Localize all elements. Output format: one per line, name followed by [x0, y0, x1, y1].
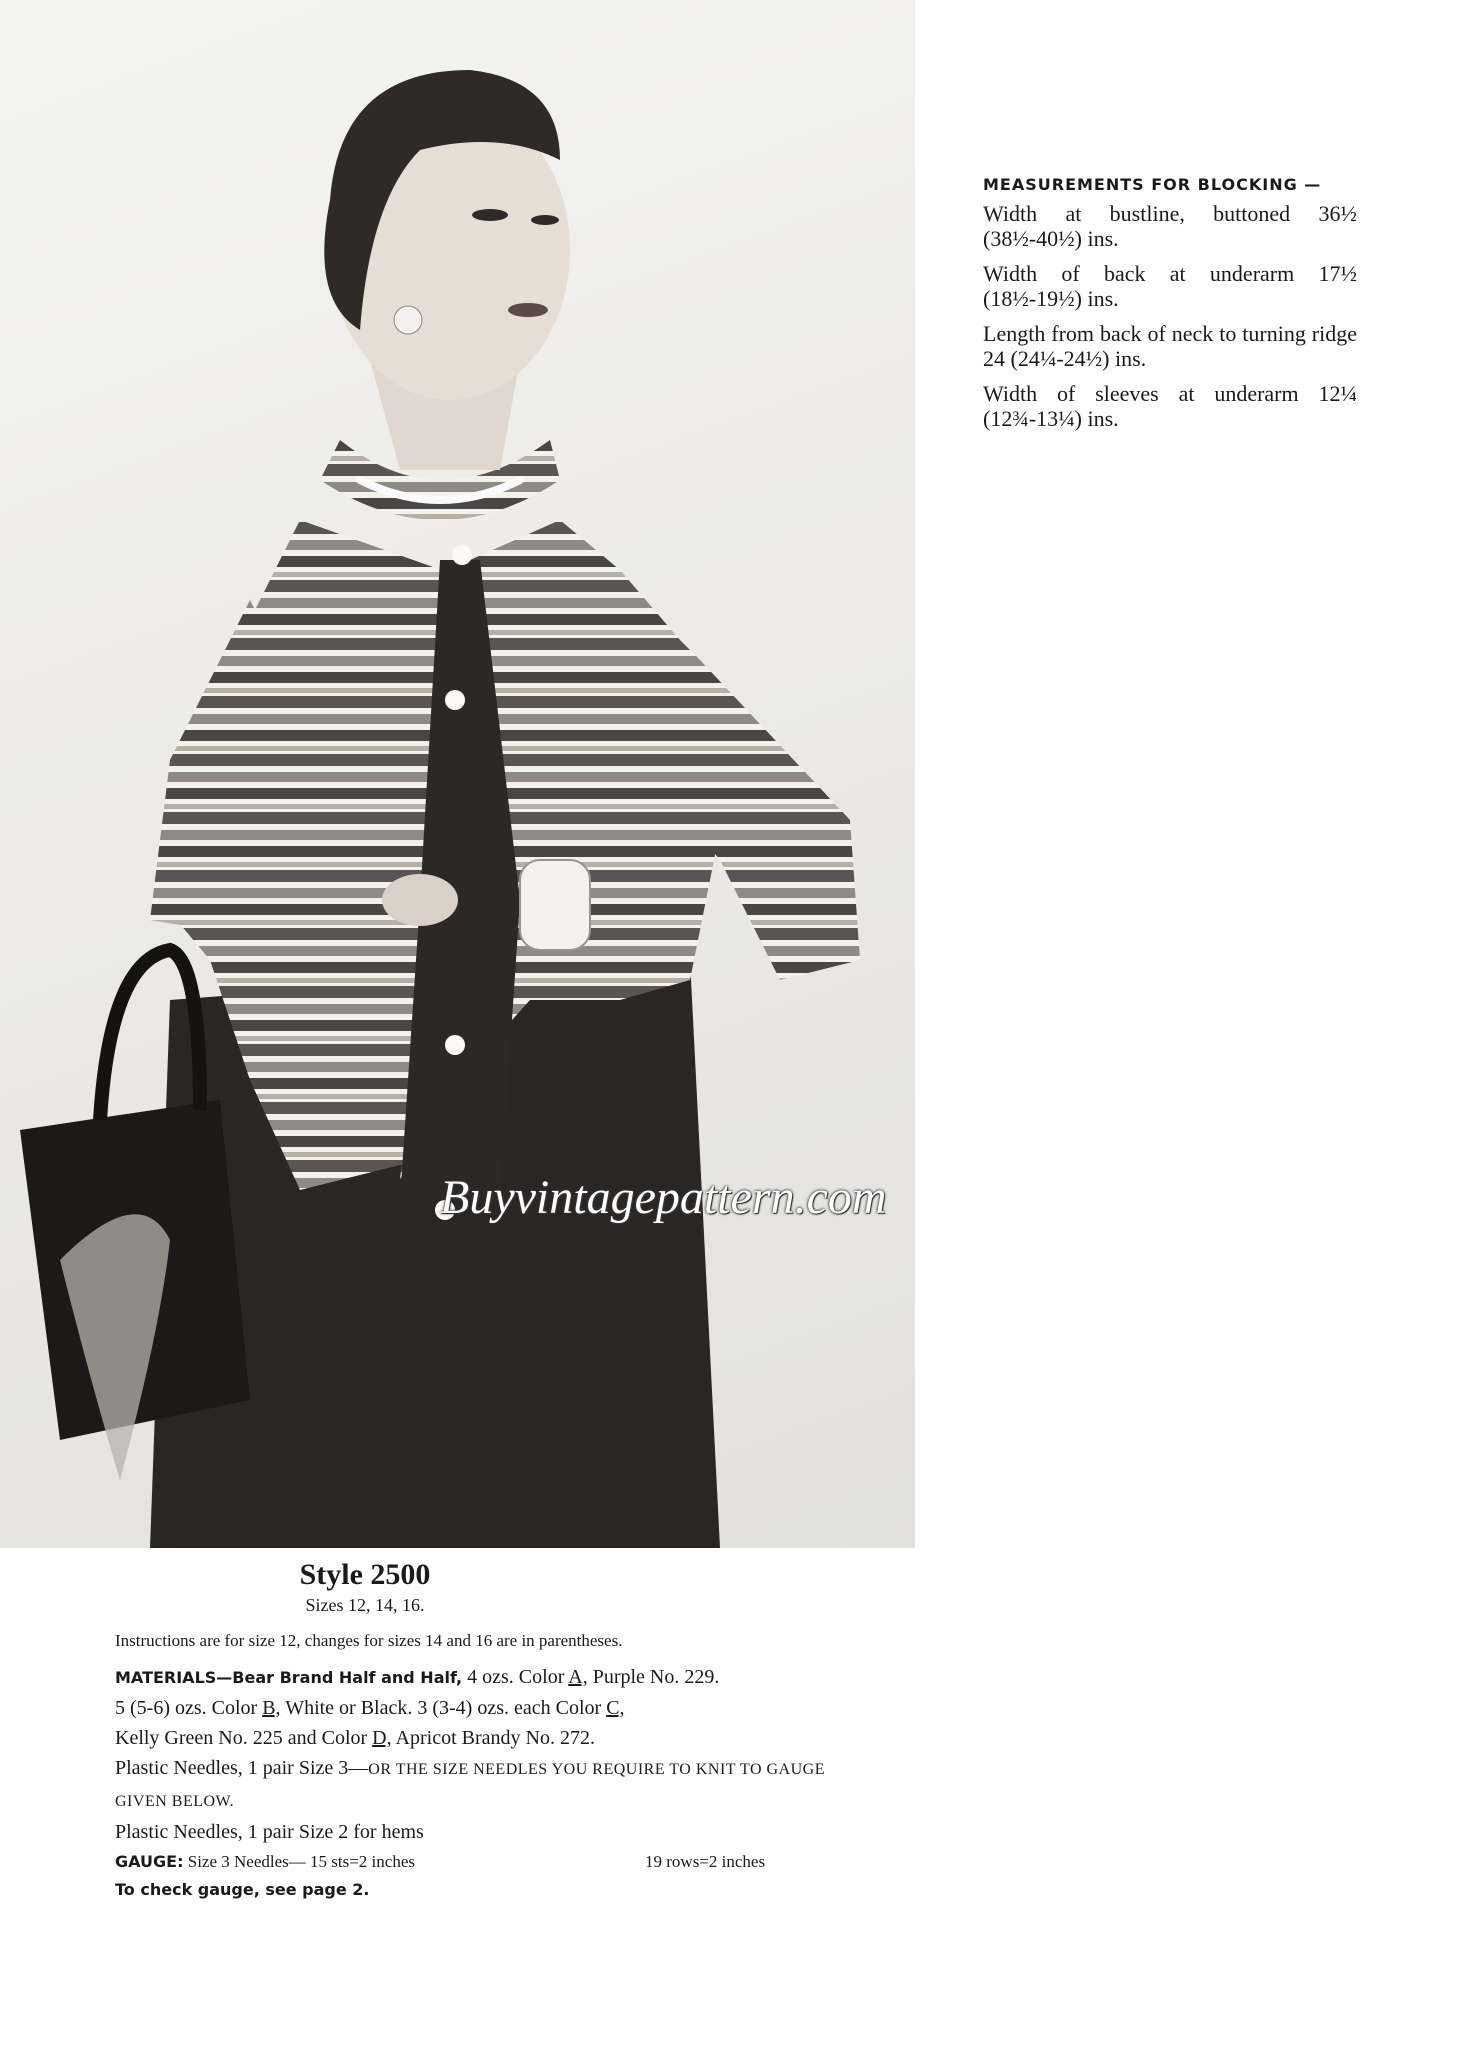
sizes-line: Sizes 12, 14, 16. — [305, 1595, 425, 1615]
materials-text: 5 (5-6) ozs. Color — [115, 1697, 258, 1719]
measurement-item: Width of sleeves at underarm 12¼ (12¾-13¼) ins. — [983, 381, 1357, 431]
materials-label: MATERIALS—Bear Brand Half and Half, — [115, 1668, 463, 1687]
materials-text: Kelly Green No. 225 and Color — [115, 1727, 368, 1749]
measurement-item: Width at bustline, buttoned 36½ (38½-40½) ins. — [983, 201, 1357, 251]
watermark-text: Buyvintagepattern.com — [440, 1171, 887, 1224]
measurements-heading: MEASUREMENTS FOR BLOCKING — — [983, 175, 1322, 194]
style-title: Style 2500 — [299, 1558, 431, 1591]
needles-text: Plastic Needles, 1 pair Size 3— — [115, 1757, 369, 1779]
color-d-label: D, — [372, 1727, 392, 1749]
measurements-block — [983, 172, 1357, 441]
gauge-rows: 19 rows=2 inches — [645, 1852, 766, 1871]
gauge-row — [115, 1849, 865, 1875]
gauge-label: GAUGE: — [115, 1852, 184, 1871]
color-c-label: C, — [606, 1697, 625, 1719]
color-b-label: B, — [262, 1697, 281, 1719]
materials-block — [115, 1662, 865, 1847]
measurement-item: Length from back of neck to turning ridge 24 (24¼-24½) ins. — [983, 321, 1357, 371]
materials-text: 4 ozs. Color — [467, 1666, 565, 1688]
photo-illustration — [0, 0, 915, 1548]
gauge-stitches: Size 3 Needles— 15 sts=2 inches — [187, 1852, 415, 1871]
pattern-caption — [115, 1556, 865, 1903]
hem-needles-text: Plastic Needles, 1 pair Size 2 for hems — [115, 1821, 424, 1843]
instructions-intro: Instructions are for size 12, changes for sizes 14 and 16 are in parentheses. — [115, 1631, 623, 1650]
materials-text: Purple No. 229. — [592, 1666, 720, 1688]
materials-text: Apricot Brandy No. 272. — [395, 1727, 595, 1749]
materials-text: White or Black. 3 (3-4) ozs. each Color — [285, 1697, 602, 1719]
model-photo — [0, 0, 915, 1548]
measurement-item: Width of back at underarm 17½ (18½-19½) ins. — [983, 261, 1357, 311]
check-gauge-note: To check gauge, see page 2. — [115, 1880, 370, 1899]
needles-caps-text: OR THE SIZE NEEDLES YOU REQUIRE TO KNIT TO GAUGE GIVEN BELOW. — [115, 1761, 826, 1810]
color-a-label: A, — [568, 1666, 588, 1688]
